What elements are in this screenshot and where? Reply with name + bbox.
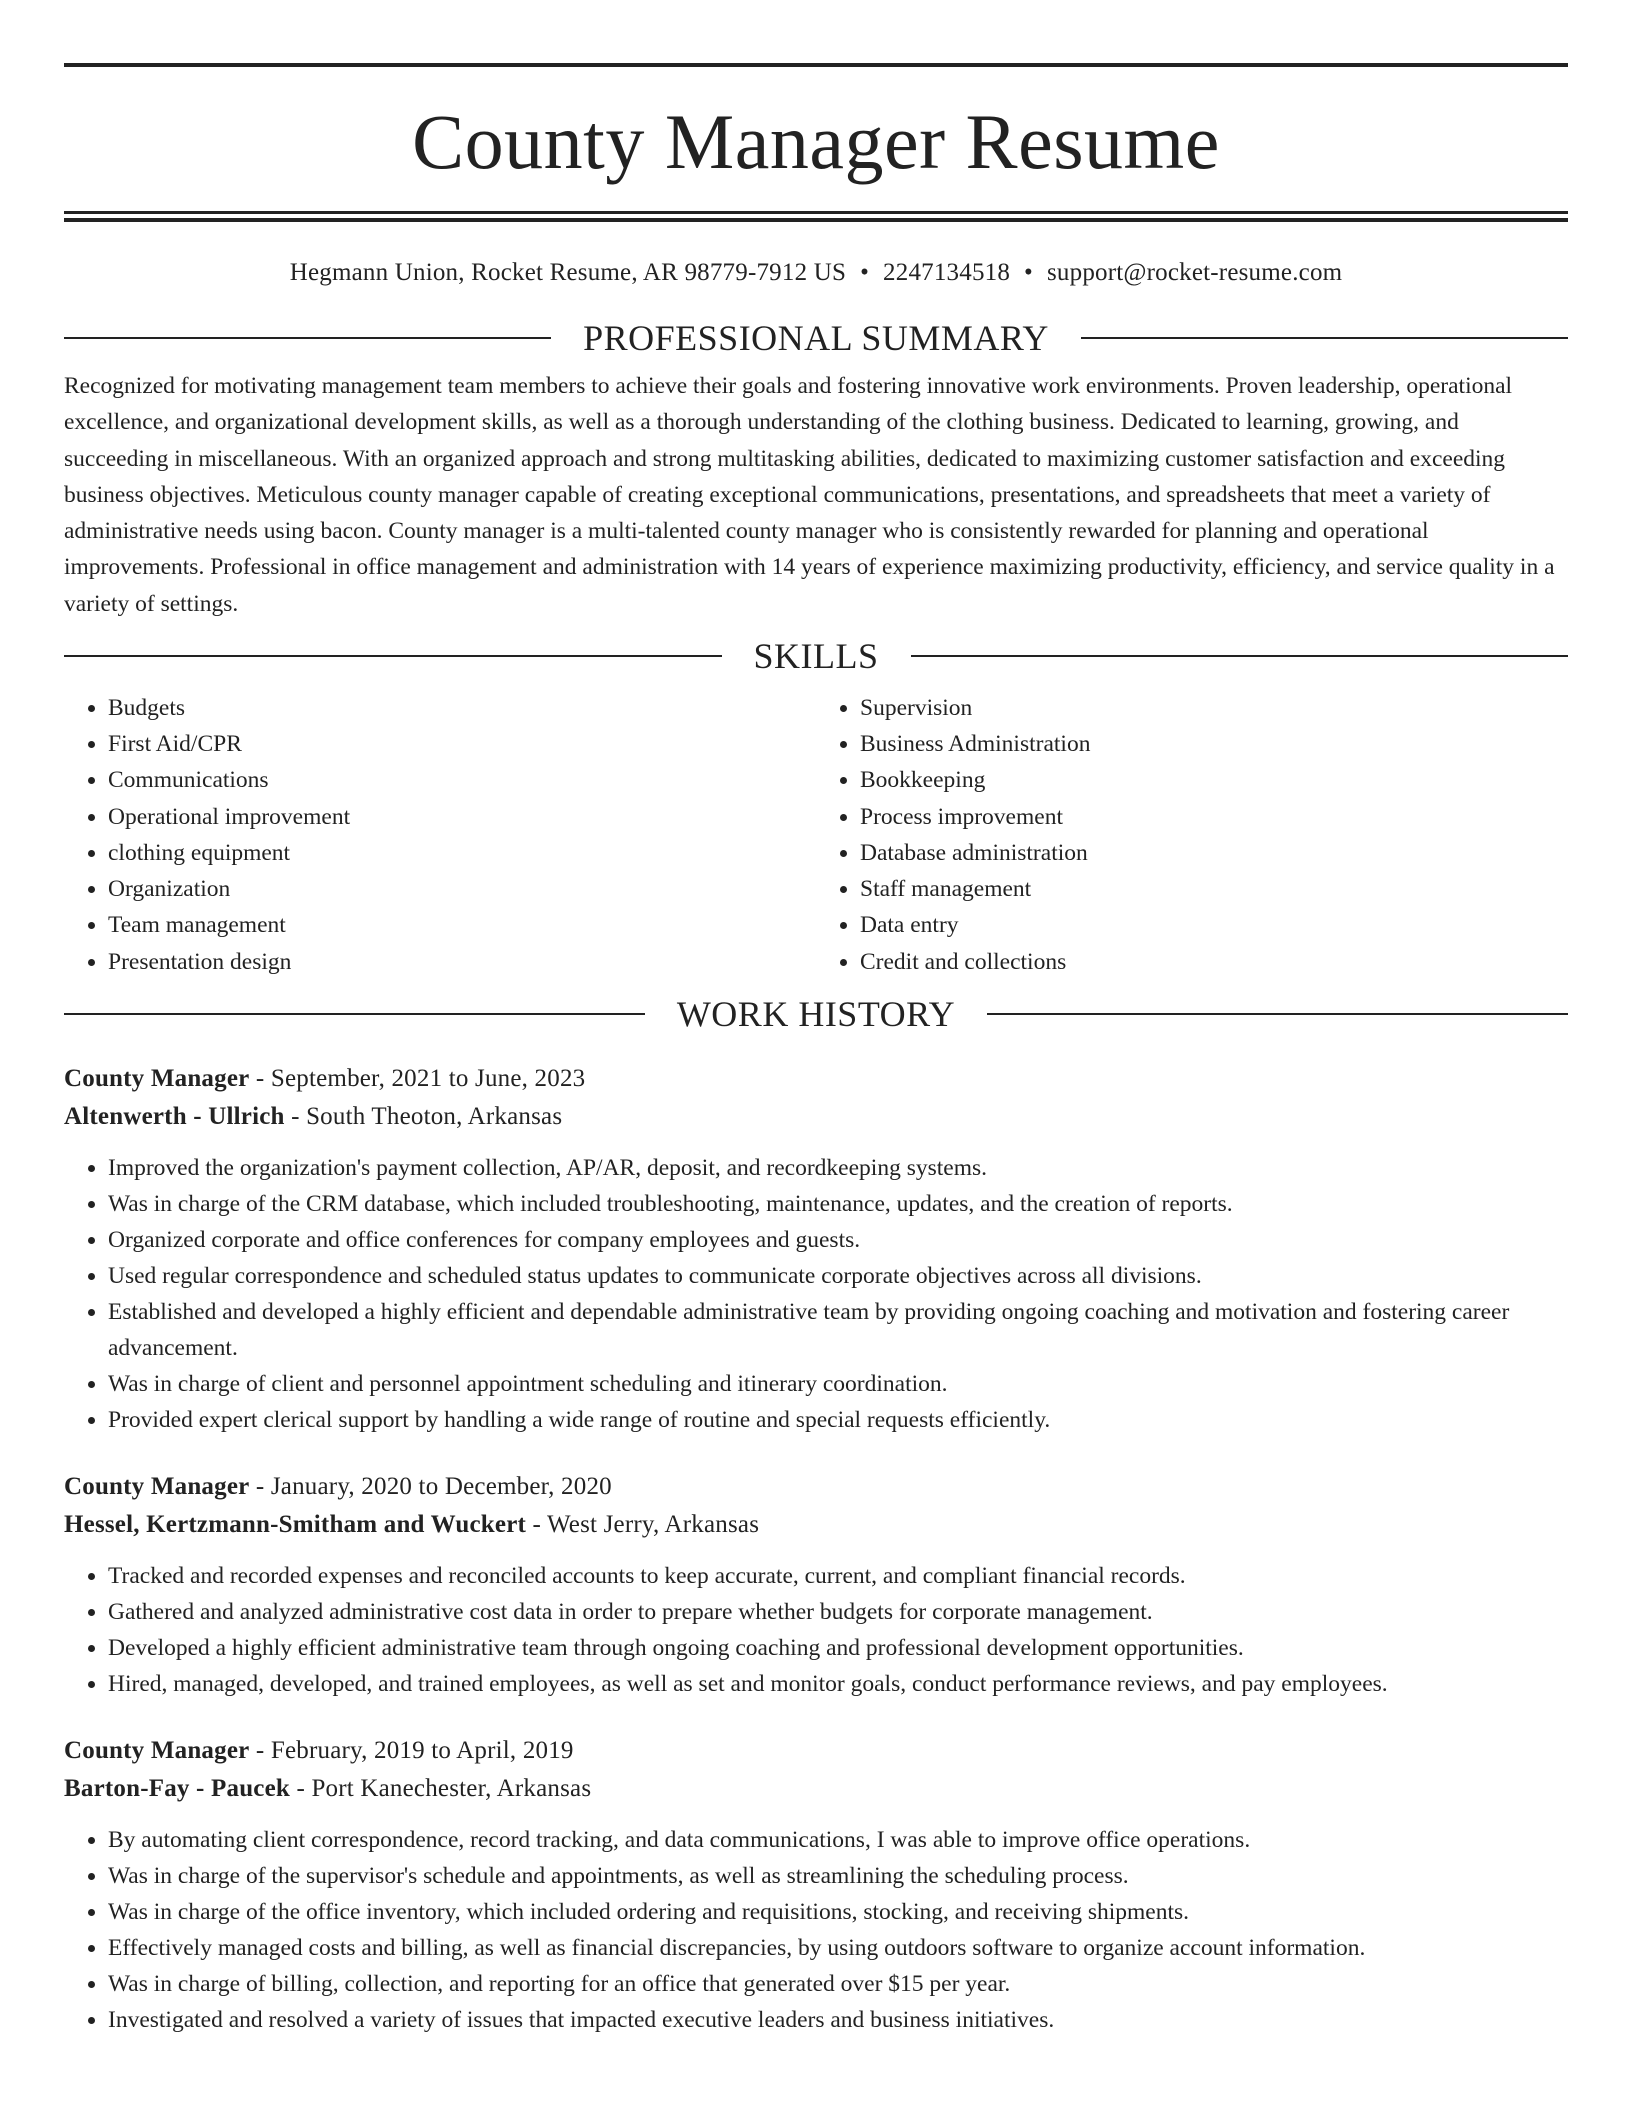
- job-bullet: • Investigated and resolved a variety of issues that impacted executive leaders and business initiatives.: [108, 2002, 1568, 2038]
- skill-item: • Process improvement: [860, 799, 1568, 835]
- section-rule-right: [1081, 337, 1568, 339]
- job-company: Hessel, Kertzmann-Smitham and Wuckert: [64, 1510, 527, 1538]
- job-bullet: • Used regular correspondence and scheduled status updates to communicate corporate objectives across all divisions.: [108, 1258, 1568, 1294]
- skills-list: [64, 690, 1568, 980]
- summary-section-heading: [64, 318, 1568, 358]
- skill-item: • Communications: [108, 762, 816, 798]
- job-company-line: [64, 1098, 1568, 1136]
- section-rule-right: [911, 655, 1569, 657]
- job-bullet: • Improved the organization's payment collection, AP/AR, deposit, and recordkeeping systems.: [108, 1150, 1568, 1186]
- skill-item: • Team management: [108, 907, 816, 943]
- summary-heading: PROFESSIONAL SUMMARY: [583, 318, 1049, 358]
- skill-item: • First Aid/CPR: [108, 726, 816, 762]
- job-bullet: • By automating client correspondence, record tracking, and data communications, I was able to improve office operations.: [108, 1822, 1568, 1858]
- job-bullet: • Gathered and analyzed administrative cost data in order to prepare whether budgets for corporate management.: [108, 1594, 1568, 1630]
- job-bullet: • Was in charge of the office inventory, which included ordering and requisitions, stocking, and receiving shipments.: [108, 1894, 1568, 1930]
- job-title: County Manager: [64, 1064, 250, 1092]
- job-bullet: • Tracked and recorded expenses and reconciled accounts to keep accurate, current, and compliant financial records.: [108, 1558, 1568, 1594]
- contact-separator: •: [860, 259, 870, 286]
- skill-item: • Presentation design: [108, 944, 816, 980]
- job-location: Port Kanechester, Arkansas: [311, 1774, 592, 1802]
- skill-item: • clothing equipment: [108, 835, 816, 871]
- skills-column-right: [816, 690, 1568, 980]
- summary-text: Recognized for motivating management team members to achieve their goals and fostering innovative work environments. Proven leadership, operational excellence, and organizational development skills, as well as a thorough understanding of the clothing business. Dedicated to learning, growing, and succeeding in miscellaneous. With an organized approach and strong multitasking abilities, dedicated to maximizing customer satisfaction and exceeding business objectives. Meticulous county manager capable of creating exceptional communications, presentations, and spreadsheets that meet a variety of administrative needs using bacon. County manager is a multi-talented county manager who is consistently rewarded for planning and operational improvements. Professional in office management and administration with 14 years of experience maximizing productivity, efficiency, and service quality in a variety of settings.: [64, 373, 1555, 617]
- job-dash: -: [249, 1064, 271, 1092]
- job-title: County Manager: [64, 1736, 250, 1764]
- skill-item: • Bookkeeping: [860, 762, 1568, 798]
- job-location: South Theoton, Arkansas: [306, 1102, 563, 1130]
- job-company: Altenwerth - Ullrich: [64, 1102, 285, 1130]
- job-location: West Jerry, Arkansas: [547, 1510, 760, 1538]
- work-history-list: [64, 1060, 1568, 2038]
- job-company: Barton-Fay - Paucek: [64, 1774, 290, 1802]
- skill-item: • Data entry: [860, 907, 1568, 943]
- header-top-rule: [64, 63, 1568, 67]
- work-heading: WORK HISTORY: [676, 993, 956, 1034]
- job-bullets: [64, 1822, 1568, 2038]
- job-bullets: [64, 1558, 1568, 1702]
- job-bullet: • Hired, managed, developed, and trained employees, as well as set and monitor goals, conduct performance reviews, and pay employees.: [108, 1666, 1568, 1702]
- job-dash: -: [290, 1774, 312, 1802]
- job-dates: February, 2019 to April, 2019: [270, 1736, 574, 1764]
- job-title-line: [64, 1060, 1568, 1098]
- job-bullets: [64, 1150, 1568, 1438]
- section-rule-left: [64, 337, 551, 339]
- skill-item: • Business Administration: [860, 726, 1568, 762]
- job-entry: [64, 1732, 1568, 2038]
- job-dates: September, 2021 to June, 2023: [270, 1064, 586, 1092]
- resume-title: County Manager Resume: [412, 98, 1220, 185]
- job-company-line: [64, 1506, 1568, 1544]
- contact-email: support@rocket-resume.com: [1047, 259, 1343, 286]
- skill-item: • Database administration: [860, 835, 1568, 871]
- contact-phone: 2247134518: [883, 259, 1011, 286]
- job-entry: [64, 1468, 1568, 1702]
- job-title-line: [64, 1468, 1568, 1506]
- job-bullet: • Developed a highly efficient administrative team through ongoing coaching and professional development opportunities.: [108, 1630, 1568, 1666]
- job-title: County Manager: [64, 1472, 250, 1500]
- skill-item: • Staff management: [860, 871, 1568, 907]
- skill-item: • Supervision: [860, 690, 1568, 726]
- job-bullet: • Established and developed a highly efficient and dependable administrative team by providing ongoing coaching and motivation and fostering career advancement.: [108, 1294, 1568, 1366]
- job-bullet: • Effectively managed costs and billing, as well as financial discrepancies, by using outdoors software to organize account information.: [108, 1930, 1568, 1966]
- job-dates: January, 2020 to December, 2020: [270, 1472, 612, 1500]
- job-company-line: [64, 1770, 1568, 1808]
- work-section-heading: [64, 994, 1568, 1034]
- skill-item: • Organization: [108, 871, 816, 907]
- resume-page: [64, 0, 1568, 2038]
- skill-item: • Operational improvement: [108, 799, 816, 835]
- job-bullet: • Was in charge of the CRM database, which included troubleshooting, maintenance, updates, and the creation of reports.: [108, 1186, 1568, 1222]
- job-title-line: [64, 1732, 1568, 1770]
- job-dash: -: [249, 1472, 271, 1500]
- job-dash: -: [526, 1510, 547, 1538]
- section-rule-right: [987, 1013, 1568, 1015]
- job-bullet: • Organized corporate and office conferences for company employees and guests.: [108, 1222, 1568, 1258]
- job-dash: -: [249, 1736, 271, 1764]
- skills-heading: SKILLS: [753, 636, 879, 677]
- job-bullet: • Was in charge of the supervisor's schedule and appointments, as well as streamlining the scheduling process.: [108, 1858, 1568, 1894]
- job-bullet: • Provided expert clerical support by handling a wide range of routine and special requests efficiently.: [108, 1402, 1568, 1438]
- header-double-rule: [64, 211, 1568, 222]
- section-rule-left: [64, 655, 722, 657]
- contact-line: [64, 258, 1568, 288]
- job-bullet: • Was in charge of billing, collection, and reporting for an office that generated over $15 per year.: [108, 1966, 1568, 2002]
- job-dash: -: [284, 1102, 307, 1130]
- skill-item: • Credit and collections: [860, 944, 1568, 980]
- skill-item: • Budgets: [108, 690, 816, 726]
- contact-address: Hegmann Union, Rocket Resume, AR 98779-7912 US: [289, 259, 847, 286]
- job-bullet: • Was in charge of client and personnel appointment scheduling and itinerary coordination.: [108, 1366, 1568, 1402]
- section-rule-left: [64, 1013, 645, 1015]
- skills-column-left: [64, 690, 816, 980]
- job-entry: [64, 1060, 1568, 1438]
- skills-section-heading: [64, 636, 1568, 676]
- contact-separator: •: [1024, 259, 1033, 286]
